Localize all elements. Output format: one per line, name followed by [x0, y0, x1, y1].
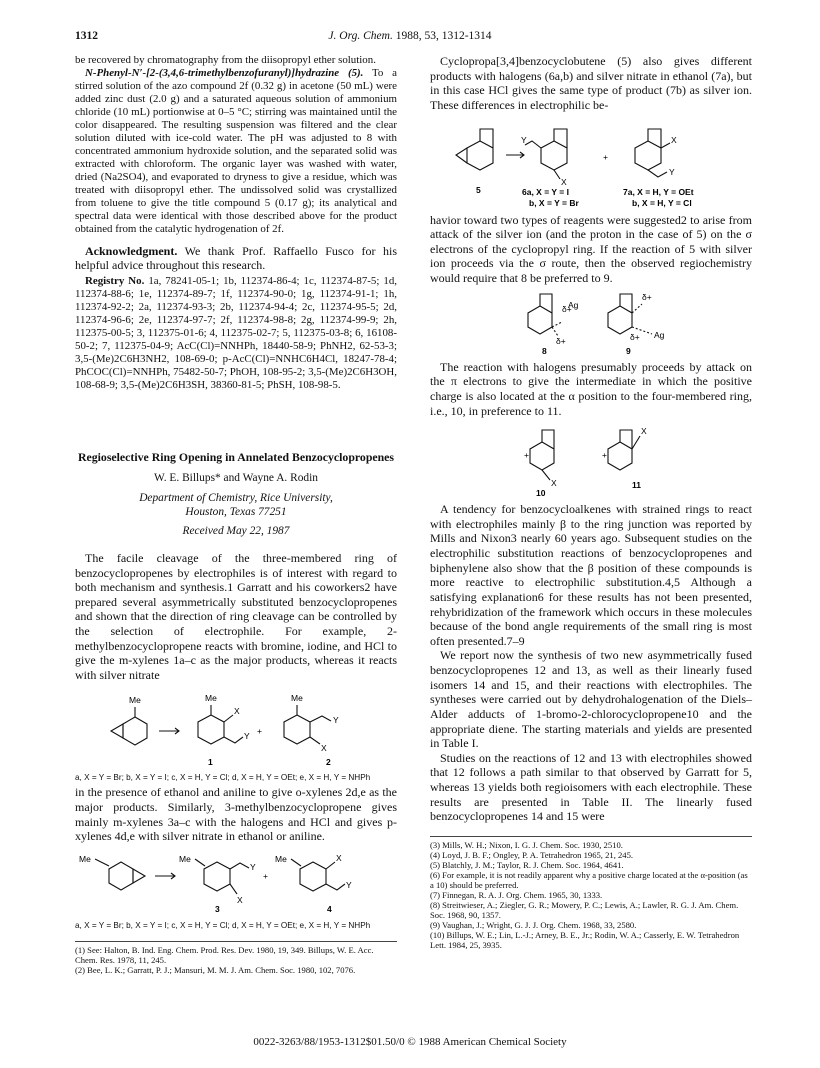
intro-paragraph: The facile cleavage of the three-membered ring of benzocyclopropenes by electrophiles is of interest with regard to both mechanism and synthesis.1 Garratt and his coworkers2 have prepared several asymmetrically substituted benzocyclopropenes and shown that the direction of ring cleavage can be controlled by the selection of electrophile. For example, 2-methylbenzocyclopropene reacts with bromine, iodine, and HCl to give the m-xylenes 1a–c as the major products, whereas it reacts with silver nitrate [75, 550, 397, 682]
footnote-9: (9) Vaughan, J.; Wright, G. J. J. Org. Chem. 1968, 33, 2580. [430, 920, 637, 931]
svg-text:Y: Y [333, 714, 339, 725]
svg-text:6a, X = Y = I: 6a, X = Y = I [522, 186, 569, 197]
scheme-1-figure [75, 687, 397, 773]
compound-heading: N-Phenyl-N′-[2-(3,4,6-trimethylbenzofuranyl)]hydrazine (5). [85, 66, 364, 79]
svg-text:Me: Me [205, 692, 217, 703]
plus-sign: + [257, 725, 262, 736]
footnote-10: (10) Billups, W. E.; Lin, L.-J.; Arney, B. E., Jr.; Rodin, W. A.; Casserly, E. W. Tetrahedron Lett. 1984, 25, 3935. [430, 930, 740, 951]
footnote-2: (2) Bee, L. K.; Garratt, P. J.; Mansuri, M. M. J. Am. Chem. Soc. 1980, 102, 7076. [75, 964, 356, 975]
product-2-structure [284, 693, 339, 767]
svg-text:Me: Me [291, 692, 303, 703]
svg-text:b, X = H, Y = Cl: b, X = H, Y = Cl [632, 197, 692, 208]
footnotes-left [75, 945, 397, 975]
svg-text:9: 9 [626, 345, 631, 356]
scheme-2-caption: a, X = Y = Br; b, X = Y = I; c, X = H, Y = Cl; d, X = H, Y = OEt; e, X = H, Y = NHPh [75, 920, 371, 930]
svg-text:Y: Y [346, 879, 352, 890]
compound-number-3: 3 [215, 903, 220, 914]
svg-text:+: + [602, 450, 607, 461]
svg-text:7a, X = H, Y = OEt: 7a, X = H, Y = OEt [623, 186, 694, 197]
experimental-paragraph: N-Phenyl-N′-[2-(3,4,6-trimethylbenzofuranyl)]hydrazine (5). To a stirred solution of the azo compound 2f (0.32 g) in acetone (50 mL) were added zinc dust (2.0 g) and a saturated aqueous solution of ammonium chloride (10 mL) portionwise at 0–5 °C; stirring was maintained until the color disappeared. The resulting suspension was filtered and the clear solution diluted with ice-cold water. The pH was adjusted to 8 with concentrated ammonium hydroxide solution, and the separated solid was extracted with chloroform. The organic layer was washed with water, dried (Na2SO4), and evaporated to dryness to give a residue, which was treated with diisopropyl ether. The undissolved solid was crystallized from toluene to give the title compound 5 (0.17 g); its analytical and spectral data were identical with those described above for the product obtained from the catalytic hydrogenation of 2f. [75, 66, 397, 235]
received-date: Received May 22, 1987 [182, 525, 290, 538]
svg-text:8: 8 [542, 345, 547, 356]
right-paragraph-5: We report now the synthesis of two new asymmetrically fused benzocyclopropenes 12 and 13, as well as their linearly fused isomers 14 and 15, and their reactions with electrophiles. The syntheses were carried out by dehydrohalogenation of the Diels–Alder adducts of 1-bromo-2-chlorocyclopropene10 and the appropriate diene. The starting materials and yields are presented in Table I. [430, 648, 752, 751]
svg-text:X: X [641, 426, 647, 437]
right-paragraph-6: Studies on the reactions of 12 and 13 with electrophiles showed that 12 follows a path similar to that observed by Garratt for 5, whereas 13 yields both regioisomers with each electrophile. These results are presented in Table II. The linearly fused benzocyclopropenes 14 and 15 were [430, 750, 752, 824]
svg-text:X: X [234, 705, 240, 716]
footnotes-right [430, 840, 752, 951]
product-1-structure [198, 693, 250, 767]
compound-number-4: 4 [327, 903, 332, 914]
paragraph-2: in the presence of ethanol and aniline to give o-xylenes 2d,e as the major products. Similarly, 3-methylbenzocyclopropene gives mainly m-xylenes 3a–c with the halogens and HCl and gives p-xylenes 4d,e with silver nitrate in ethanol or aniline. [75, 785, 397, 844]
right-paragraph-1: Cyclopropa[3,4]benzocyclobutene (5) also gives different products with halogens (6a,b) and silver nitrate in ethanol (7a), but in this case HCl gives the same type of product (7b) as silver ion. These differences in electrophilic be- [430, 54, 752, 112]
svg-text:X: X [551, 478, 557, 489]
svg-text:X: X [561, 176, 567, 187]
svg-text:Y: Y [250, 861, 256, 872]
product-3-structure [179, 854, 256, 914]
3-methylbenzocyclopropene-structure [79, 854, 145, 890]
product-4-structure [275, 853, 352, 914]
acknowledgment: Acknowledgment. We thank Prof. Raffaello Fusco for his helpful advice throughout this research. [75, 243, 397, 273]
footnote-4: (4) Loyd, J. B. F.; Ongley, P. A. Tetrahedron 1965, 21, 245. [430, 849, 634, 860]
svg-text:Me: Me [79, 853, 91, 864]
intermediate-11-structure [602, 426, 647, 490]
intermediates-10-11-figure [430, 422, 752, 498]
footnote-6: (6) For example, it is not readily apparent why a positive charge located at the α-position (as a 10) should be preferred. [430, 870, 748, 891]
running-header [75, 30, 745, 46]
authors: W. E. Billups* and Wayne A. Rodin [154, 471, 318, 484]
svg-text:+: + [524, 450, 529, 461]
methylbenzocyclopropene-structure [111, 695, 147, 745]
copyright-footer: 0022-3263/88/1953-1312$01.50/0 © 1988 American Chemical Society [253, 1036, 567, 1048]
svg-text:Y: Y [521, 134, 527, 145]
svg-text:δ+: δ+ [562, 303, 572, 314]
svg-text:Me: Me [275, 853, 287, 864]
svg-text:b, X = Y = Br: b, X = Y = Br [529, 197, 579, 208]
scheme-2-figure [75, 848, 397, 922]
compound-6-structure [521, 129, 579, 208]
svg-text:Y: Y [669, 166, 675, 177]
svg-text:δ+: δ+ [556, 335, 566, 346]
article-title: Regioselective Ring Opening in Annelated Benzocyclopropenes [78, 449, 394, 464]
left-column [75, 54, 397, 975]
compound-number-2: 2 [326, 756, 331, 767]
svg-text:δ+: δ+ [630, 331, 640, 342]
footnote-7: (7) Finnegan, R. A. J. Org. Chem. 1965, 30, 1333. [430, 890, 603, 901]
footnote-divider [75, 941, 397, 942]
plus-sign-3: + [603, 151, 608, 162]
svg-text:X: X [336, 852, 342, 863]
affiliation-line-2: Houston, Texas 77251 [185, 505, 287, 518]
page-number: 1312 [75, 30, 98, 42]
right-paragraph-2: havior toward two types of reagents were suggested2 to arise from attack of the silver ion (and the proton in the case of 5) on the σ electrons of the cyclopropyl ring. If the reaction of 5 with silver ion proceeds via the σ route, then the observed regiochemistry would require that 8 be preferred to 9. [430, 212, 752, 285]
svg-text:11: 11 [632, 480, 641, 491]
plus-sign-2: + [263, 870, 268, 881]
svg-text:Me: Me [179, 853, 191, 864]
right-column [430, 54, 752, 950]
right-paragraph-4: A tendency for benzocycloalkenes with strained rings to react with electrophiles mainly β to the ring junction was reported by Mills and Nixon3 nearly 60 years ago. Subsequent studies on the electrophilic substitution reactions of benzocyclopropenes and biphenylene also show that the β position of these compounds is more reactive to electrophilic substitution.4,5 Although a satisfying explanation6 for these results has not been presented, rehybridization of the framework which occurs in these molecules because of the bond angle requirements of the small ring is most often presented.7–9 [430, 502, 752, 648]
svg-text:Ag: Ag [568, 299, 579, 310]
compound-5-structure [456, 129, 493, 195]
intermediates-8-9-figure [430, 290, 752, 356]
compound-number-1: 1 [208, 756, 213, 767]
intermediate-9-structure [608, 292, 665, 356]
scheme-1-caption: a, X = Y = Br; b, X = Y = I; c, X = H, Y = Cl; d, X = H, Y = OEt; e, X = H, Y = NHPh [75, 772, 371, 782]
svg-text:X: X [237, 894, 243, 905]
svg-text:5: 5 [476, 184, 481, 195]
intermediate-8-structure [528, 294, 579, 356]
continued-paragraph: be recovered by chromatography from the diisopropyl ether solution. [75, 54, 376, 66]
registry-numbers: Registry No. 1a, 78241-05-1; 1b, 112374-86-4; 1c, 112374-87-5; 1d, 112374-88-6; 1e, 112374-89-7; 1f, 112374-90-0; 1g, 112374-91-1; 1h, 112374-92-2; 2a, 112374-93-3; 2b, 112374-94-4; 2c, 112374-95-5; 2d, 112374-96-6; 2e, 112374-97-7; 2f, 112374-98-8; 2g, 112374-99-9; 2h, 112375-00-5; 3, 112375-01-6; 4, 112375-02-7; 5, 112375-03-8; 6, 16108-50-2; 7, 112375-04-9; AcC(Cl)=NNHPh, 18440-58-9; PhNH2, 62-53-3; 3,5-(Me)2C6H3NH2, 108-69-0; p-AcC(Cl)=NNHC6H4Cl, 18247-78-4; PhCOC(Cl)=NNHPh, 75482-50-7; PhOH, 108-95-2; 3,5-(Me)2C6H3OH, 108-68-9; 3,5-(Me)2C6H3SH, 38360-81-5; PhSH, 108-98-5. [75, 274, 397, 391]
svg-text:Ag: Ag [654, 329, 665, 340]
footnote-5: (5) Blatchly, J. M.; Taylor, R. J. Chem. Soc. 1964, 4641. [430, 859, 624, 870]
methyl-label: Me [129, 694, 141, 705]
compound-7-structure [623, 129, 694, 208]
footnote-3: (3) Mills, W. H.; Nixon, I. G. J. Chem. Soc. 1930, 2510. [430, 839, 623, 850]
journal-citation: J. Org. Chem. 1988, 53, 1312-1314 [328, 30, 492, 42]
svg-text:X: X [671, 134, 677, 145]
footnote-8: (8) Streitwieser, A.; Ziegler, G. R.; Mowery, P. C.; Lewis, A.; Lawler, R. G. J. Am. Chem. Soc. 1968, 90, 1357. [430, 900, 739, 921]
intermediate-10-structure [524, 430, 557, 498]
svg-text:δ+: δ+ [642, 291, 652, 302]
scheme-3-figure [430, 117, 752, 209]
right-paragraph-3: The reaction with halogens presumably proceeds by attack on the π electrons to give the intermediate in which the positive charge is also located at the α position to the four-membered ring, i.e., 10, in preference to 11. [430, 359, 752, 418]
svg-text:X: X [321, 742, 327, 753]
footnote-divider-right [430, 836, 752, 837]
affiliation-line-1: Department of Chemistry, Rice University, [139, 492, 333, 505]
svg-text:10: 10 [536, 488, 546, 499]
footnote-1: (1) See: Halton, B. Ind. Eng. Chem. Prod. Res. Dev. 1980, 19, 349. Billups, W. E. Acc. Chem. Res. 1978, 11, 245. [75, 944, 374, 965]
svg-text:Y: Y [244, 730, 250, 741]
